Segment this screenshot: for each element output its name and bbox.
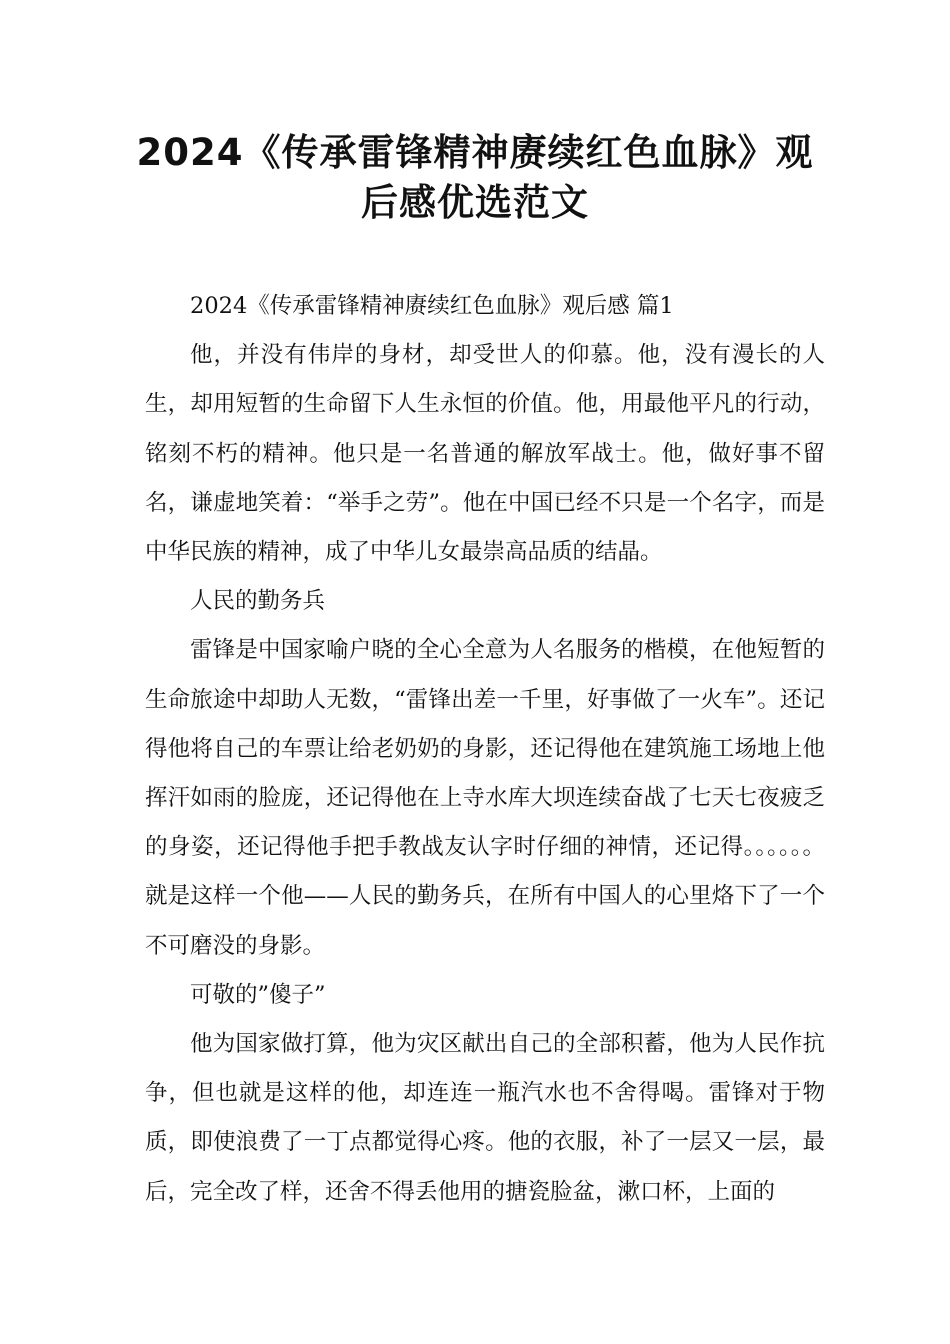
title-line-2: 后感优选范文 <box>361 181 589 224</box>
subheading-respectable-fool: 可敬的”傻子” <box>190 981 326 1008</box>
paragraph: 他，并没有伟岸的身材，却受世人的仰慕。他，没有漫长的人生，却用短暂的生命留下人生永恒的价值。他，用最他平凡的行动，铭刻不朽的精神。他只是一名普通的解放军战士。他，做好事不留名，谦虚地笑着：“举手之劳”。他在中国已经不只是一个名字，而是中华民族的精神，成了中华儿女最崇高品质的结晶。 <box>145 342 825 566</box>
document-title <box>100 128 850 228</box>
paragraph: 他为国家做打算，他为灾区献出自己的全部积蓄，他为人民作抗争，但也就是这样的他，却连连一瓶汽水也不舍得喝。雷锋对于物质，即使浪费了一丁点都觉得心疼。他的衣服，补了一层又一层，最后，完全改了样，还舍不得丢他用的搪瓷脸盆，漱口杯，上面的 <box>145 1031 825 1205</box>
paragraph: 雷锋是中国家喻户晓的全心全意为人名服务的楷模，在他短暂的生命旅途中却助人无数，“雷锋出差一千里，好事做了一火车”。还记得他将自己的车票让给老奶奶的身影，还记得他在建筑施工场地上他挥汗如雨的脸庞，还记得他在上寺水库大坝连续奋战了七天七夜疲乏的身姿，还记得他手把手教战友认字时仔细的神情，还记得。。。。。。就是这样一个他——人民的勤务兵，在所有中国人的心里烙下了一个不可磨没的身影。 <box>145 637 825 959</box>
document-body <box>145 282 825 1217</box>
title-line-1: 2024《传承雷锋精神赓续红色血脉》观 <box>136 131 814 174</box>
subheading-people-orderly: 人民的勤务兵 <box>190 588 326 615</box>
section-heading: 2024《传承雷锋精神赓续红色血脉》观后感 篇1 <box>190 293 674 319</box>
